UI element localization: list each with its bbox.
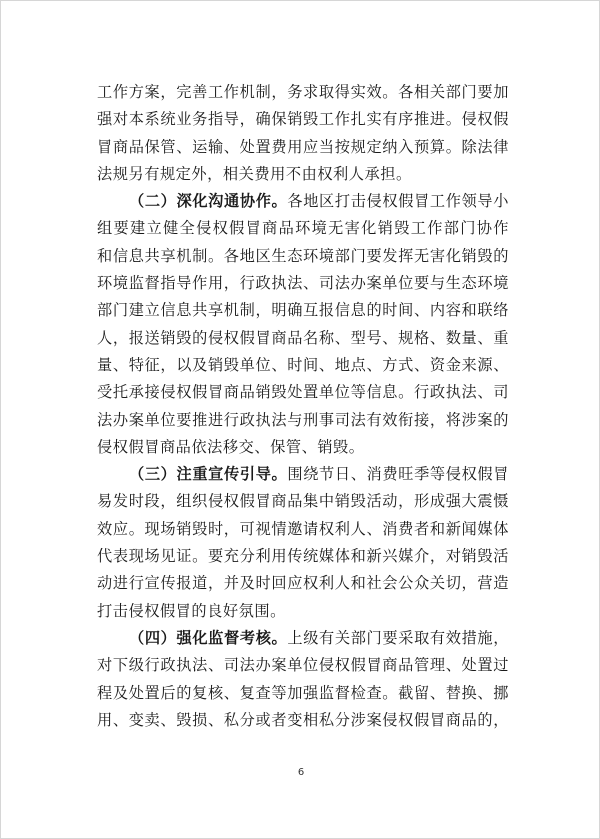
- text-line: [97, 352, 509, 379]
- page-number: 6: [297, 767, 305, 778]
- text-line: [97, 106, 509, 133]
- line-text: 冒商品保管、运输、处置费用应当按规定纳入预算。除法律: [97, 137, 509, 156]
- line-text: 人，报送销毁的侵权假冒商品名称、型号、规格、数量、重: [97, 328, 509, 347]
- line-text: 法规另有规定外，相关费用不由权利人承担。: [97, 164, 412, 183]
- text-line: [97, 215, 509, 242]
- line-text: 和信息共享机制。各地区生态环境部门要发挥无害化销毁的: [97, 246, 509, 265]
- text-line: [97, 516, 509, 543]
- text-line: [97, 79, 509, 106]
- text-line: [97, 270, 509, 297]
- line-text: 围绕节日、消费旺季等侵权假冒: [287, 465, 509, 484]
- text-line: [97, 325, 509, 352]
- text-line: [97, 161, 509, 188]
- text-line: [97, 707, 509, 734]
- text-line: [97, 680, 509, 707]
- text-line: [97, 188, 509, 215]
- line-text: 侵权假冒商品依法移交、保管、销毁。: [97, 437, 365, 456]
- text-line: [97, 488, 509, 515]
- line-text: 强对本系统业务指导，确保销毁工作扎实有序推进。侵权假: [97, 110, 509, 129]
- text-line: [97, 407, 509, 434]
- line-text: 程及处置后的复核、复查等加强监督检查。截留、替换、挪: [97, 683, 509, 702]
- line-text: 各地区打击侵权假冒工作领导小: [287, 192, 509, 211]
- document-body: [97, 79, 509, 734]
- text-line: [97, 134, 509, 161]
- line-text: 上级有关部门要采取有效措施，: [287, 628, 509, 647]
- text-line: [97, 434, 509, 461]
- line-text: 动进行宣传报道，并及时回应权利人和社会公众关切，营造: [97, 574, 509, 593]
- line-text: 受托承接侵权假冒商品销毁处置单位等信息。行政执法、司: [97, 383, 509, 402]
- section-heading: （二）深化沟通协作。: [129, 192, 288, 211]
- text-line: [97, 570, 509, 597]
- line-text: 打击侵权假冒的良好氛围。: [97, 601, 286, 620]
- text-line: [97, 297, 509, 324]
- section-heading: （四）强化监督考核。: [129, 628, 288, 647]
- line-text: 部门建立信息共享机制，明确互报信息的时间、内容和联络: [97, 301, 509, 320]
- line-text: 法办案单位要推进行政执法与刑事司法有效衔接，将涉案的: [97, 410, 509, 429]
- line-text: 效应。现场销毁时，可视情邀请权利人、消费者和新闻媒体: [97, 519, 509, 538]
- text-line: [97, 461, 509, 488]
- text-line: [97, 598, 509, 625]
- line-text: 量、特征，以及销毁单位、时间、地点、方式、资金来源、: [97, 355, 509, 374]
- text-line: [97, 543, 509, 570]
- text-line: [97, 625, 509, 652]
- line-text: 易发时段，组织侵权假冒商品集中销毁活动，形成强大震慑: [97, 492, 509, 511]
- text-line: [97, 379, 509, 406]
- text-line: [97, 243, 509, 270]
- section-heading: （三）注重宣传引导。: [129, 465, 288, 484]
- line-text: 对下级行政执法、司法办案单位侵权假冒商品管理、处置过: [97, 656, 509, 675]
- line-text: 用、变卖、毁损、私分或者变相私分涉案侵权假冒商品的，: [97, 710, 509, 729]
- line-text: 环境监督指导作用，行政执法、司法办案单位要与生态环境: [97, 274, 509, 293]
- line-text: 组要建立健全侵权假冒商品环境无害化销毁工作部门协作: [97, 219, 509, 238]
- text-line: [97, 652, 509, 679]
- line-text: 工作方案，完善工作机制，务求取得实效。各相关部门要加: [97, 83, 509, 101]
- line-text: 代表现场见证。要充分利用传统媒体和新兴媒介，对销毁活: [97, 547, 509, 566]
